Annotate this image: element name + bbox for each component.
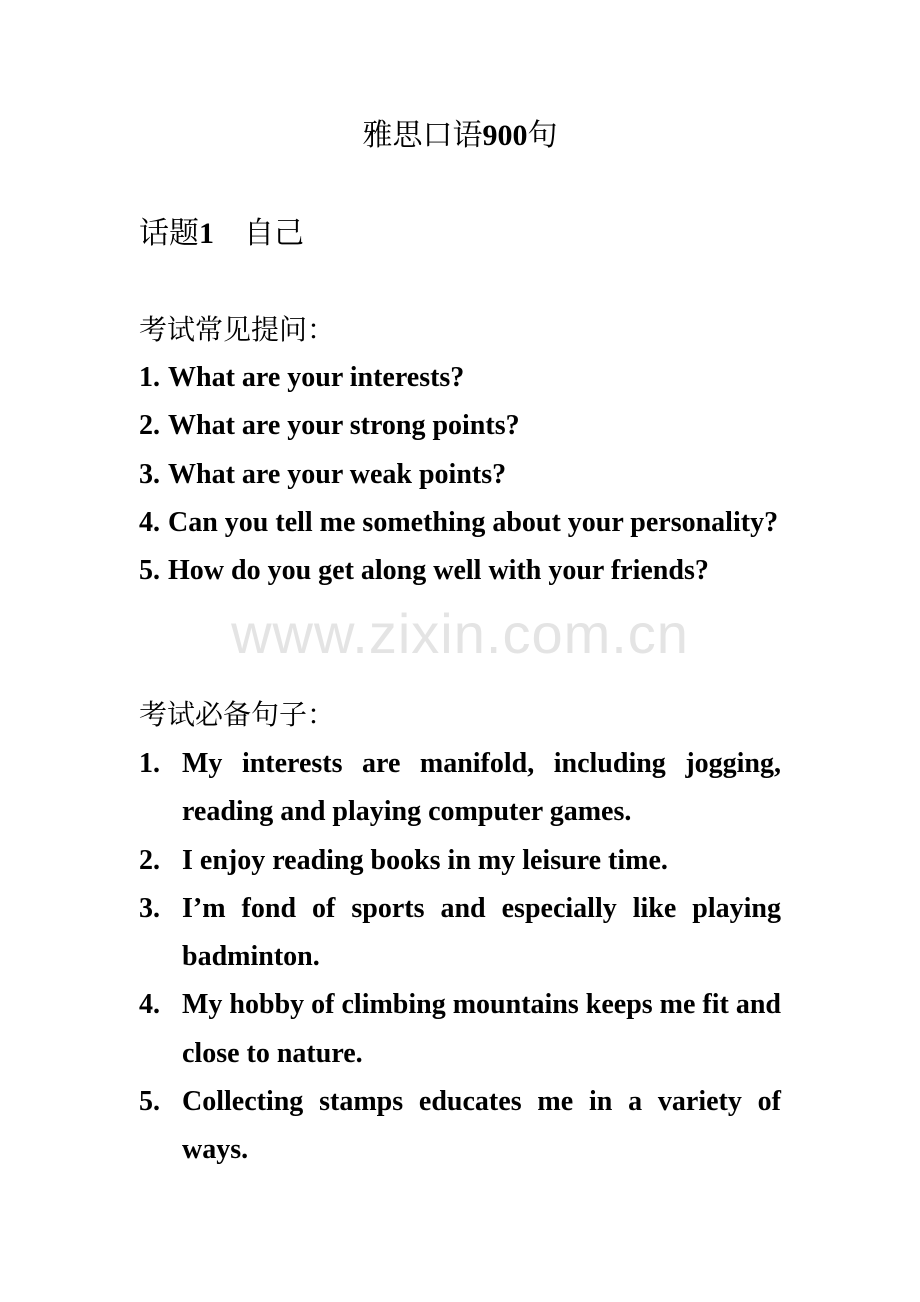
sentence-text: Collecting stamps educates me in a variety of ways. (182, 1086, 781, 1166)
list-marker: 3. (139, 892, 160, 924)
list-marker: 1. (139, 748, 160, 779)
title-number: 900 (482, 119, 528, 152)
list-item (139, 451, 781, 499)
question-text: How do you get along well with your friends? (168, 555, 709, 587)
topic-number: 1 (199, 217, 214, 250)
sentence-text: I’m fond of sports and especially like playing badminton. (182, 892, 781, 973)
list-item (139, 837, 781, 885)
questions-list (139, 354, 781, 595)
question-text: What are your weak points? (168, 458, 507, 490)
question-text: What are your strong points? (168, 410, 520, 442)
title-text: 雅思口语 (362, 119, 483, 152)
list-marker: 5. (139, 1086, 160, 1118)
sentences-heading: 考试必备句子： (139, 700, 336, 731)
sentences-list (139, 740, 781, 1175)
list-item (139, 885, 781, 982)
list-item (139, 981, 781, 1078)
sentence-text: My interests are manifold, including jogging, reading and playing computer games. (182, 748, 781, 828)
list-marker: 2. (139, 410, 160, 442)
list-item (139, 740, 781, 837)
list-marker: 5. (139, 555, 160, 587)
list-marker: 4. (139, 506, 160, 538)
list-item (139, 547, 781, 595)
sentence-text: I enjoy reading books in my leisure time. (182, 844, 668, 876)
sentence-text: My hobby of climbing mountains keeps me fit and close to nature. (182, 989, 781, 1069)
list-marker: 1. (139, 362, 160, 393)
list-item (139, 354, 781, 402)
question-text: What are your interests? (168, 362, 465, 393)
list-marker: 2. (139, 844, 160, 876)
question-text: Can you tell me something about your personality? (168, 506, 779, 538)
list-item (139, 1078, 781, 1175)
title-suffix: 句 (527, 119, 558, 152)
page-title (0, 112, 920, 160)
topic-heading (139, 210, 304, 258)
list-item (139, 402, 781, 450)
list-item (139, 499, 781, 547)
questions-heading: 考试常见提问： (139, 315, 336, 346)
topic-prefix: 话题 (139, 217, 199, 250)
list-marker: 4. (139, 989, 160, 1021)
topic-name: 自己 (244, 217, 304, 250)
watermark: www.zixin.com.cn (231, 602, 689, 665)
list-marker: 3. (139, 458, 160, 490)
